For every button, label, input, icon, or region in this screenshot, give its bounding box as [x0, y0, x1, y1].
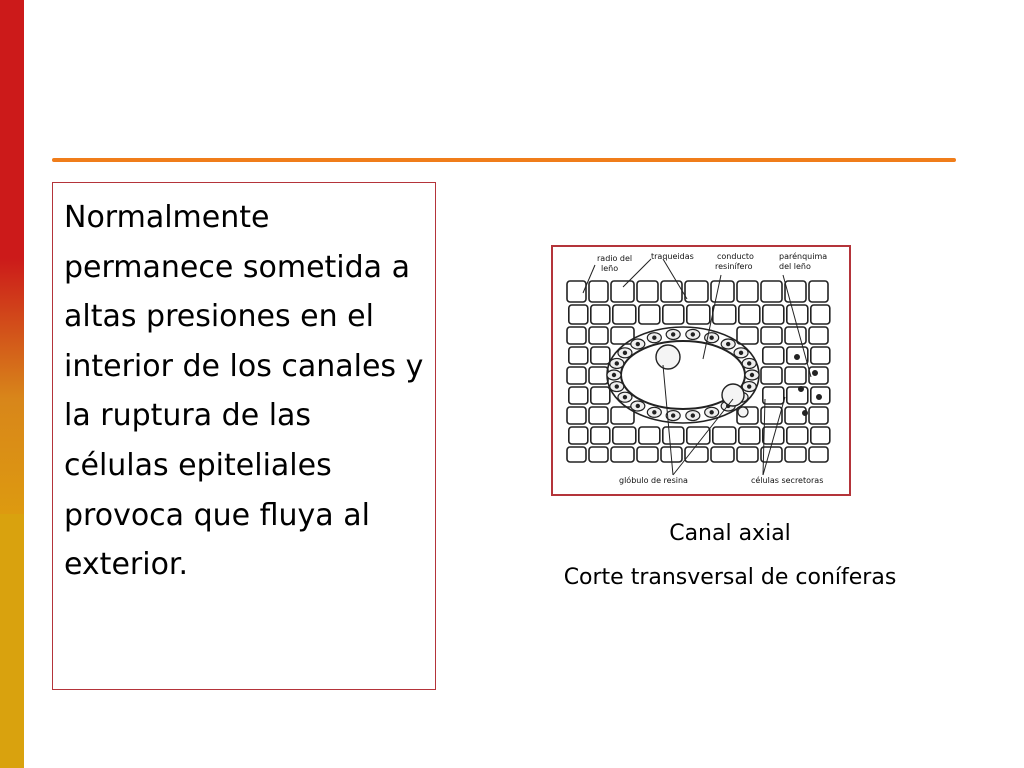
tracheid-cell [761, 281, 782, 302]
tracheid-cell [711, 447, 734, 462]
parenchyma-nucleus [799, 387, 804, 392]
tracheid-cell [589, 447, 608, 462]
tracheid-cell [591, 427, 610, 444]
cell-nucleus [612, 373, 615, 376]
cell-nucleus [691, 333, 694, 336]
tracheid-cell [809, 447, 828, 462]
tracheid-cell [739, 305, 760, 324]
tracheid-cell [591, 305, 610, 324]
tracheid-cell [639, 305, 660, 324]
side-bar-gradient [0, 258, 24, 514]
tracheid-cell [811, 305, 830, 324]
tracheid-cell [811, 427, 830, 444]
figure-frame [551, 245, 851, 496]
tracheid-cell [763, 305, 784, 324]
tracheid-cell [763, 387, 784, 404]
tracheid-cell [785, 407, 806, 424]
parenchyma-nucleus [817, 395, 822, 400]
tracheid-cell [713, 427, 736, 444]
parenchyma-nucleus [795, 355, 800, 360]
cell-nucleus [615, 385, 618, 388]
tracheid-cell [663, 305, 684, 324]
tracheid-cell [567, 407, 586, 424]
tracheid-cell [711, 281, 734, 302]
tracheid-cell [787, 427, 808, 444]
cell-nucleus [672, 414, 675, 417]
label-traqueidas: traqueidas [651, 252, 694, 261]
cell-nucleus [748, 362, 751, 365]
label-radio-1: radio del [597, 254, 633, 263]
cell-nucleus [672, 333, 675, 336]
tracheid-cell [811, 347, 830, 364]
cell-nucleus [653, 336, 656, 339]
tracheid-cell [663, 427, 684, 444]
tracheid-cell [713, 305, 736, 324]
side-bar-red [0, 0, 24, 258]
label-radio-2: leño [601, 264, 619, 273]
tracheid-cell [611, 447, 634, 462]
cell-nucleus [636, 404, 639, 407]
cell-nucleus [727, 342, 730, 345]
tracheid-cell [589, 367, 608, 384]
tracheid-cell [685, 281, 708, 302]
caption-title: Canal axial [669, 521, 791, 546]
tracheid-cell [569, 427, 588, 444]
title-rule [52, 158, 956, 162]
tracheid-cell [737, 447, 758, 462]
body-text-box [52, 182, 436, 690]
tracheid-cell [569, 347, 588, 364]
tracheid-cell [567, 367, 586, 384]
tracheid-cell [611, 327, 634, 344]
tracheid-cell [687, 305, 710, 324]
tracheid-cell [589, 281, 608, 302]
cell-nucleus [691, 414, 694, 417]
tracheid-cell [613, 427, 636, 444]
tracheid-cell [785, 281, 806, 302]
tracheid-cell [809, 281, 828, 302]
cell-nucleus [750, 373, 753, 376]
tracheid-cell [763, 427, 784, 444]
label-conducto-2: resinífero [715, 262, 753, 271]
label-conducto-1: conducto [717, 252, 754, 261]
label-globulo: glóbulo de resina [619, 476, 688, 485]
cell-nucleus [710, 336, 713, 339]
label-parenquima-1: parénquima [779, 252, 828, 261]
tracheid-cell [685, 447, 708, 462]
resin-globule-3 [738, 407, 748, 417]
tracheid-cell [591, 347, 610, 364]
tracheid-cell [589, 407, 608, 424]
tracheid-cell [567, 327, 586, 344]
label-celulas: células secretoras [751, 476, 824, 485]
tracheid-cell [737, 327, 758, 344]
tracheid-cell [589, 327, 608, 344]
body-text: Normalmente permanece sometida a altas presiones en el interior de los canales y la ruptura de las células epiteliales provoca que fluya al exterior. [64, 200, 424, 583]
tracheid-cell [785, 447, 806, 462]
tracheid-cell [737, 281, 758, 302]
tracheid-cell [763, 347, 784, 364]
parenchyma-nucleus [803, 411, 808, 416]
tracheid-cell [687, 427, 710, 444]
tracheid-cell [591, 387, 610, 404]
tracheid-cell [787, 387, 808, 404]
tracheid-cell [739, 427, 760, 444]
cell-nucleus [748, 385, 751, 388]
caption-subtitle: Corte transversal de coníferas [563, 565, 897, 590]
tracheid-cell [661, 281, 682, 302]
tracheid-cell [567, 447, 586, 462]
tracheid-cell [761, 327, 782, 344]
cell-nucleus [615, 362, 618, 365]
tracheid-cell [569, 387, 588, 404]
cell-nucleus [710, 411, 713, 414]
tracheid-cell [639, 427, 660, 444]
label-parenquima-2: del leño [779, 262, 811, 271]
tracheid-cell [787, 305, 808, 324]
tracheid-cell [809, 367, 828, 384]
tracheid-cell [569, 305, 588, 324]
tracheid-cell [785, 367, 806, 384]
parenchyma-nucleus [813, 371, 818, 376]
tracheid-cell [809, 407, 828, 424]
cell-nucleus [653, 411, 656, 414]
tracheid-cell [613, 305, 636, 324]
cell-nucleus [739, 351, 742, 354]
cell-nucleus [623, 396, 626, 399]
tracheid-cell [761, 367, 782, 384]
resin-globule-1 [656, 345, 680, 369]
tracheid-cell [637, 281, 658, 302]
tracheid-cell [785, 327, 806, 344]
cell-nucleus [623, 351, 626, 354]
tracheid-cell [809, 327, 828, 344]
tracheid-cell [637, 447, 658, 462]
cell-nucleus [636, 342, 639, 345]
canal-diagram [553, 247, 849, 494]
tracheid-cell [611, 281, 634, 302]
resin-globule-2 [722, 384, 744, 406]
side-bar-gold [0, 514, 24, 768]
